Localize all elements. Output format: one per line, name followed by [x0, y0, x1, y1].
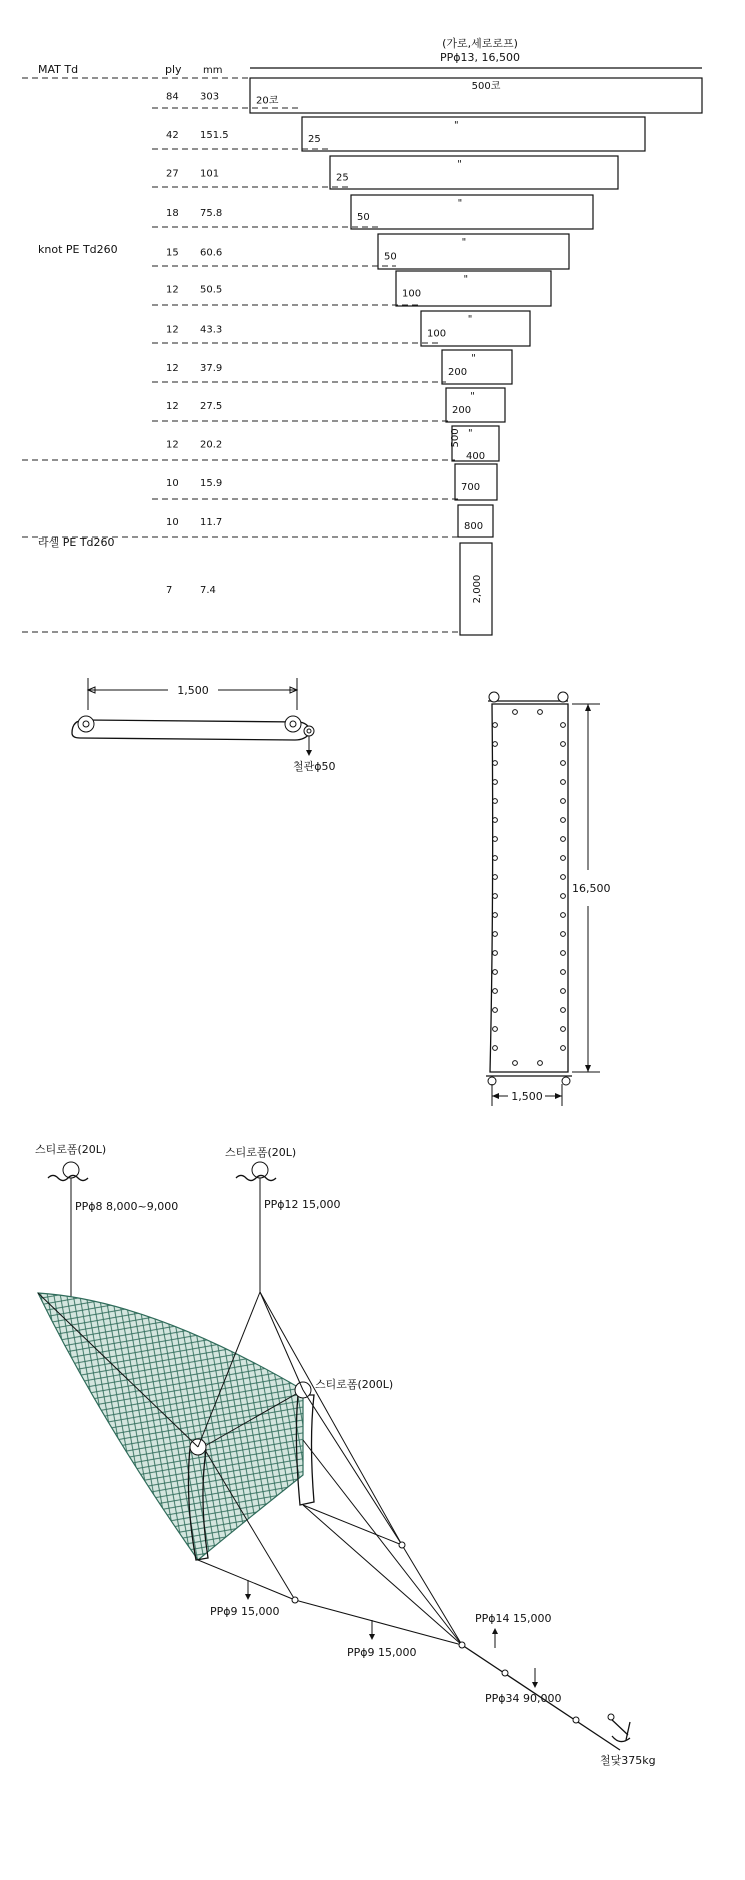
mesh-count-label: 2,000 [472, 574, 483, 604]
ply-cell: 84 [166, 91, 179, 103]
mesh-count-label: 800 [464, 521, 484, 532]
count-label: " [461, 237, 467, 248]
mesh-count-label: 25 [336, 172, 349, 184]
table-row [166, 426, 499, 462]
mesh-count-label: 700 [461, 482, 481, 493]
ply-cell: 12 [166, 284, 179, 296]
table-row [166, 543, 492, 635]
mesh-count-label: 200 [452, 405, 472, 416]
edge-ring [538, 710, 543, 715]
mm-cell: 7.4 [200, 585, 216, 596]
rope-mid-label: PPϕ12 15,000 [264, 1198, 341, 1211]
edge-ring [493, 875, 498, 880]
mesh-count-label: 100 [402, 288, 422, 300]
edge-ring [493, 1008, 498, 1013]
table-row [166, 195, 593, 229]
mm-cell: 75.8 [200, 208, 223, 219]
edge-ring [561, 818, 566, 823]
ply-cell: 12 [166, 401, 179, 412]
ply-cell: 12 [166, 324, 179, 336]
mm-cell: 50.5 [200, 284, 223, 296]
mesh-count-label: 500 [450, 428, 461, 448]
mm-cell: 43.3 [200, 324, 223, 336]
arrow-icon [369, 1634, 375, 1640]
edge-ring [493, 1027, 498, 1032]
edge-ring [493, 856, 498, 861]
edge-ring [561, 989, 566, 994]
mm-cell: 20.2 [200, 439, 223, 451]
edge-ring [493, 989, 498, 994]
edge-ring [561, 723, 566, 728]
rope-c-label: PPϕ14 15,000 [475, 1612, 552, 1625]
table-row [166, 388, 505, 422]
edge-ring [561, 894, 566, 899]
table-row [166, 505, 493, 537]
arrow-icon [245, 1594, 251, 1600]
ply-cell: 7 [166, 585, 173, 596]
count-label: " [457, 198, 463, 209]
ply-cell: 15 [166, 247, 179, 259]
float-left-label: 스티로폼(20L) [35, 1143, 107, 1156]
table-row [166, 464, 497, 500]
edge-ring [493, 837, 498, 842]
rope-note-line1: (가로,세로로프) [442, 37, 518, 50]
edge-ring [493, 742, 498, 747]
mesh-count-label: 25 [308, 134, 321, 145]
anchor-label: 철닻375kg [600, 1754, 656, 1767]
mesh-count-label: 50 [357, 212, 370, 223]
panel-height-label: 16,500 [572, 882, 611, 895]
material-raschel-label: 라셀 PE Td260 [38, 536, 115, 549]
count-label: " [454, 120, 459, 131]
rigging-diagram [35, 1142, 656, 1767]
ply-cell: 42 [166, 130, 179, 141]
ply-cell: 10 [166, 478, 179, 489]
edge-ring [493, 761, 498, 766]
net-section-box [302, 117, 645, 151]
edge-ring [493, 799, 498, 804]
mm-cell: 15.9 [200, 478, 223, 489]
mm-cell: 151.5 [200, 130, 229, 141]
table-row [166, 271, 551, 306]
edge-ring [493, 723, 498, 728]
net-section-box [351, 195, 593, 229]
rope-note-line2: PPϕ13, 16,500 [439, 51, 521, 64]
panel-edge-rings [493, 710, 566, 1066]
edge-ring [513, 1061, 518, 1066]
panel-width-label: 1,500 [511, 1090, 543, 1103]
edge-ring [493, 970, 498, 975]
table-row [166, 350, 512, 384]
edge-ring [561, 1046, 566, 1051]
edge-ring [493, 932, 498, 937]
ply-cell: 18 [166, 208, 179, 219]
edge-ring [561, 780, 566, 785]
ply-cell: 12 [166, 439, 179, 451]
edge-ring [493, 951, 498, 956]
anchor-icon [608, 1714, 630, 1742]
edge-ring [561, 799, 566, 804]
count-label: " [471, 353, 476, 364]
edge-ring [561, 742, 566, 747]
ply-cell: 10 [166, 517, 179, 528]
mm-cell: 27.5 [200, 401, 223, 412]
mm-cell: 101 [200, 168, 220, 180]
edge-ring [493, 780, 498, 785]
count-label: " [470, 391, 475, 402]
edge-ring [493, 818, 498, 823]
ply-cell: 12 [166, 363, 179, 374]
frame-detail [72, 678, 336, 773]
edge-ring [538, 1061, 543, 1066]
net-section-box [378, 234, 569, 269]
float-mid-label: 스티로폼(20L) [225, 1146, 297, 1159]
net-section-box [330, 156, 618, 189]
pipe-label: 철관ϕ50 [293, 760, 336, 773]
edge-ring [561, 913, 566, 918]
table-row [166, 311, 530, 346]
mesh-count-label: 100 [427, 328, 447, 340]
header-mat: MAT Td [38, 63, 79, 76]
edge-ring [561, 932, 566, 937]
material-knot-label: knot PE Td260 [38, 243, 118, 256]
count-label: " [467, 314, 473, 325]
edge-ring [561, 837, 566, 842]
ply-cell: 27 [166, 168, 179, 180]
float-big-label: 스티로폼(200L) [315, 1378, 394, 1391]
rope-a-label: PPϕ9 15,000 [210, 1605, 280, 1618]
mesh-count-label: 200 [448, 367, 468, 378]
edge-ring [561, 951, 566, 956]
header-mm: mm [203, 65, 223, 76]
edge-ring [493, 913, 498, 918]
count-label: 500코 [471, 81, 501, 92]
net-body [38, 1293, 303, 1560]
rope-d-label: PPϕ34 90,000 [485, 1692, 562, 1705]
ditto-mark: " [468, 428, 473, 439]
header-ply: ply [165, 63, 182, 76]
rope-left-label: PPϕ8 8,000~9,000 [75, 1200, 179, 1213]
edge-ring [493, 894, 498, 899]
edge-ring [561, 856, 566, 861]
count-label: " [457, 159, 462, 170]
mesh-count-label: 50 [384, 251, 397, 263]
mm-cell: 60.6 [200, 247, 223, 259]
table-row [166, 234, 569, 269]
mm-cell: 11.7 [200, 517, 223, 528]
mesh-count-label: 20코 [256, 95, 279, 107]
mm-cell: 37.9 [200, 363, 223, 374]
count-label: " [463, 274, 469, 285]
edge-ring [561, 970, 566, 975]
edge-ring [513, 710, 518, 715]
frame-width-label: 1,500 [177, 684, 209, 697]
arrow-icon [492, 1628, 498, 1634]
table-rows [22, 78, 702, 635]
edge-ring [493, 1046, 498, 1051]
table-row [166, 117, 645, 151]
rope-b-label: PPϕ9 15,000 [347, 1646, 417, 1659]
arrow-icon [532, 1682, 538, 1688]
spec-table [22, 36, 702, 635]
edge-ring [561, 1027, 566, 1032]
edge-ring [561, 1008, 566, 1013]
table-row [166, 156, 618, 189]
mm-cell: 303 [200, 91, 220, 103]
edge-ring [561, 875, 566, 880]
count-label: 400 [466, 451, 486, 462]
edge-ring [561, 761, 566, 766]
panel-detail [486, 692, 611, 1106]
